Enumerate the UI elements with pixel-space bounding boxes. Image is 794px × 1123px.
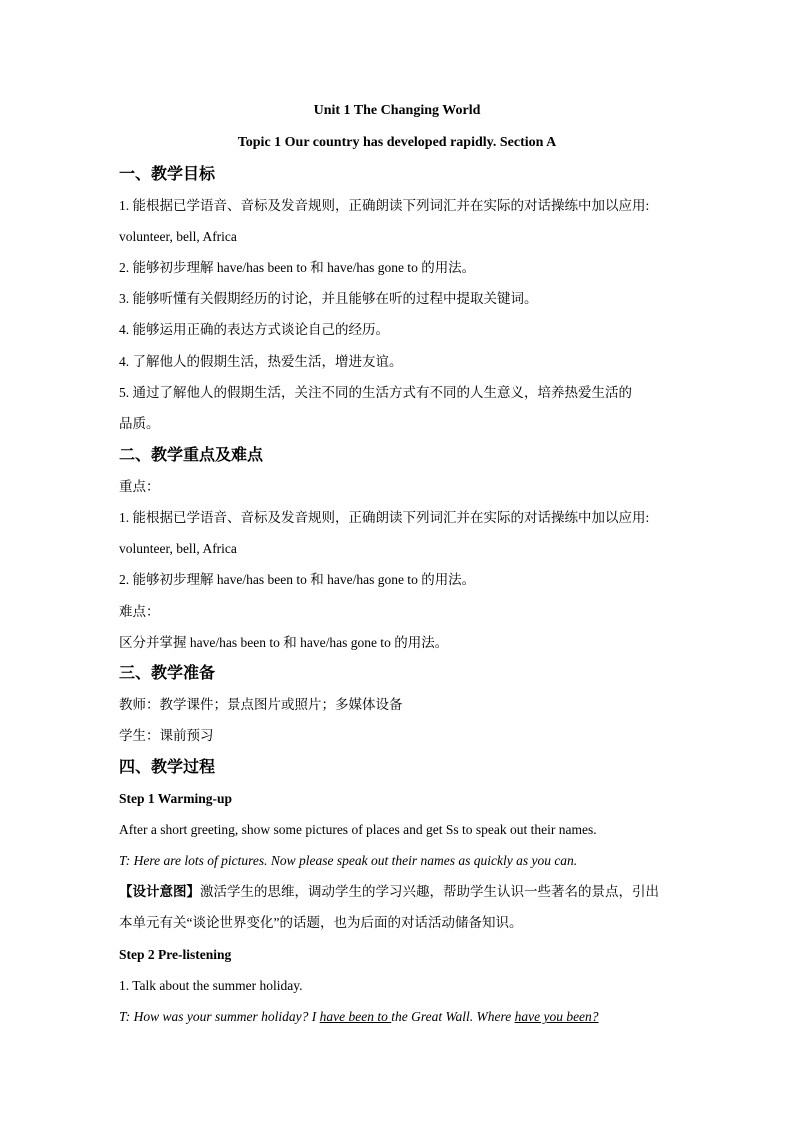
difficult-point-line: 区分并掌握 have/has been to 和 have/has gone to 的用法。	[119, 635, 449, 650]
key-points-label: 重点：	[119, 479, 160, 494]
student-preparation: 学生：课前预习	[119, 728, 214, 743]
step1-teacher-line: T: Here are lots of pictures. Now please speak out their names as quickly as you can.	[119, 853, 578, 868]
key-point-line: volunteer, bell, Africa	[119, 541, 237, 556]
section-heading-key-points: 二、教学重点及难点	[119, 447, 264, 464]
difficult-points-label: 难点：	[119, 604, 160, 619]
design-intent-text: 激活学生的思维，调动学生的学习兴趣，帮助学生认识一些著名的景点，引出	[200, 884, 659, 899]
objective-line: 5. 通过了解他人的假期生活，关注不同的生活方式有不同的人生意义，培养热爱生活的	[119, 385, 632, 400]
objective-line: 4. 了解他人的假期生活，热爱生活，增进友谊。	[119, 354, 403, 369]
teacher-preparation: 教师：教学课件；景点图片或照片；多媒体设备	[119, 697, 403, 712]
step2-teacher-text: the Great Wall. Where	[391, 1009, 515, 1024]
step2-title: Step 2 Pre-listening	[119, 947, 232, 962]
design-intent-line: 本单元有关“谈论世界变化”的话题，也为后面的对话活动储备知识。	[119, 915, 523, 930]
objective-line: 3. 能够听懂有关假期经历的讨论，并且能够在听的过程中提取关键词。	[119, 291, 538, 306]
step1-title: Step 1 Warming-up	[119, 791, 233, 806]
section-heading-objectives: 一、教学目标	[119, 166, 216, 183]
underlined-phrase: have been to	[319, 1009, 392, 1024]
step1-text: After a short greeting, show some pictures of places and get Ss to speak out their names.	[119, 822, 597, 837]
design-intent-label: 【设计意图】	[119, 884, 200, 899]
design-intent-line	[119, 883, 659, 901]
objective-line: volunteer, bell, Africa	[119, 229, 237, 244]
objective-line: 2. 能够初步理解 have/has been to 和 have/has gone to 的用法。	[119, 260, 476, 275]
objective-line: 品质。	[119, 416, 160, 431]
document-title: Unit 1 The Changing World	[313, 103, 481, 118]
objective-line: 4. 能够运用正确的表达方式谈论自己的经历。	[119, 322, 389, 337]
step2-teacher-text: T: How was your summer holiday? I	[119, 1009, 320, 1024]
objective-line: 1. 能根据已学语音、音标及发音规则，正确朗读下列词汇并在实际的对话操练中加以应用:	[119, 198, 650, 213]
document-subtitle: Topic 1 Our country has developed rapidly. Section A	[237, 135, 557, 150]
key-point-line: 2. 能够初步理解 have/has been to 和 have/has gone to 的用法。	[119, 572, 476, 587]
step2-item: 1. Talk about the summer holiday.	[119, 978, 303, 993]
underlined-phrase: have you been?	[514, 1009, 599, 1024]
key-point-line: 1. 能根据已学语音、音标及发音规则，正确朗读下列词汇并在实际的对话操练中加以应用:	[119, 510, 650, 525]
section-heading-process: 四、教学过程	[119, 759, 216, 776]
section-heading-preparation: 三、教学准备	[119, 665, 216, 682]
step2-teacher-line	[119, 1008, 599, 1026]
